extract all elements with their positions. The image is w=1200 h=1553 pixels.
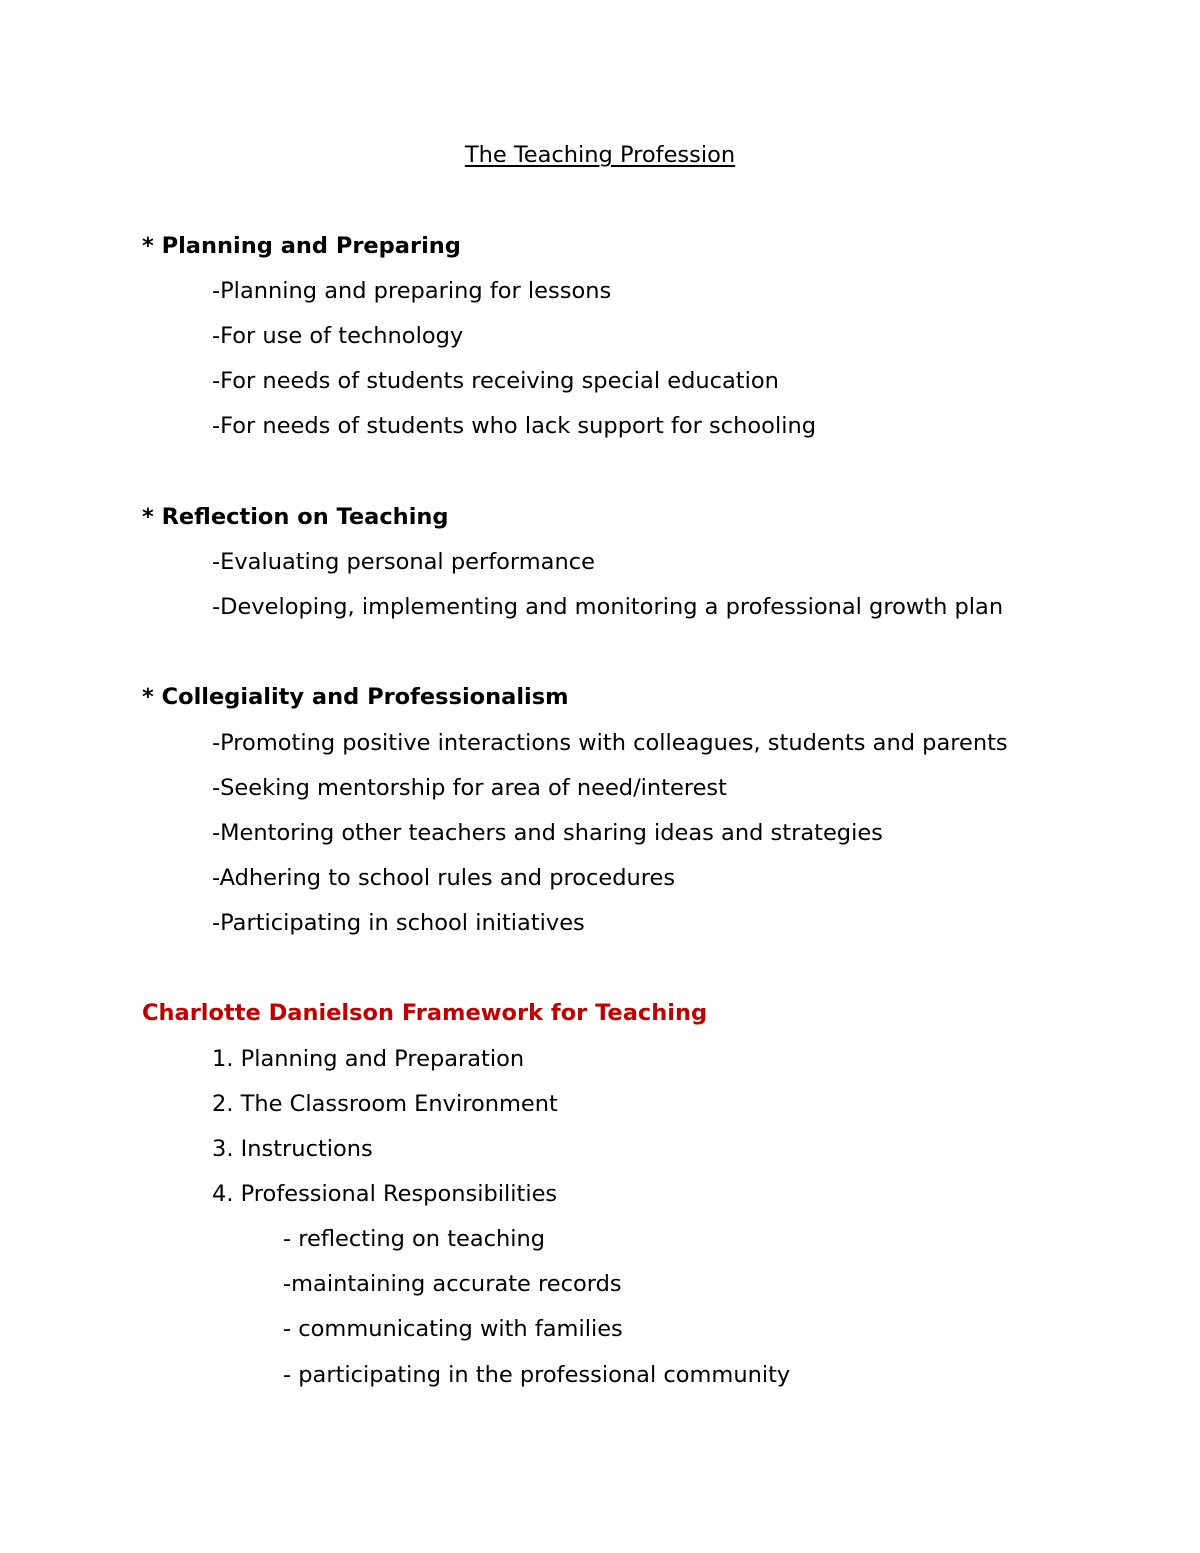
- section-heading-collegiality: * Collegiality and Professionalism: [142, 684, 569, 710]
- list-item: -Evaluating personal performance: [212, 549, 595, 575]
- framework-heading: Charlotte Danielson Framework for Teaching: [142, 1000, 708, 1026]
- framework-subitem: - reflecting on teaching: [283, 1226, 546, 1252]
- list-item: -For use of technology: [212, 323, 464, 349]
- framework-subitem: - participating in the professional community: [283, 1362, 791, 1388]
- framework-subitem: - communicating with families: [283, 1316, 623, 1342]
- framework-item: 2. The Classroom Environment: [212, 1091, 558, 1117]
- list-item: -Adhering to school rules and procedures: [212, 865, 676, 891]
- list-item: -Seeking mentorship for area of need/interest: [212, 775, 727, 801]
- list-item: -Promoting positive interactions with colleagues, students and parents: [212, 730, 1008, 756]
- list-item: -For needs of students receiving special education: [212, 368, 779, 394]
- framework-item: 1. Planning and Preparation: [212, 1046, 525, 1072]
- list-item: -For needs of students who lack support for schooling: [212, 413, 816, 439]
- section-heading-reflection: * Reflection on Teaching: [142, 504, 449, 530]
- document-title: The Teaching Profession: [464, 142, 736, 168]
- framework-item: 3. Instructions: [212, 1136, 373, 1162]
- list-item: -Planning and preparing for lessons: [212, 278, 612, 304]
- list-item: -Developing, implementing and monitoring a professional growth plan: [212, 594, 1004, 620]
- framework-item: 4. Professional Responsibilities: [212, 1181, 558, 1207]
- framework-subitem: -maintaining accurate records: [283, 1271, 622, 1297]
- list-item: -Participating in school initiatives: [212, 910, 585, 936]
- section-heading-planning: * Planning and Preparing: [142, 233, 461, 259]
- list-item: -Mentoring other teachers and sharing ideas and strategies: [212, 820, 883, 846]
